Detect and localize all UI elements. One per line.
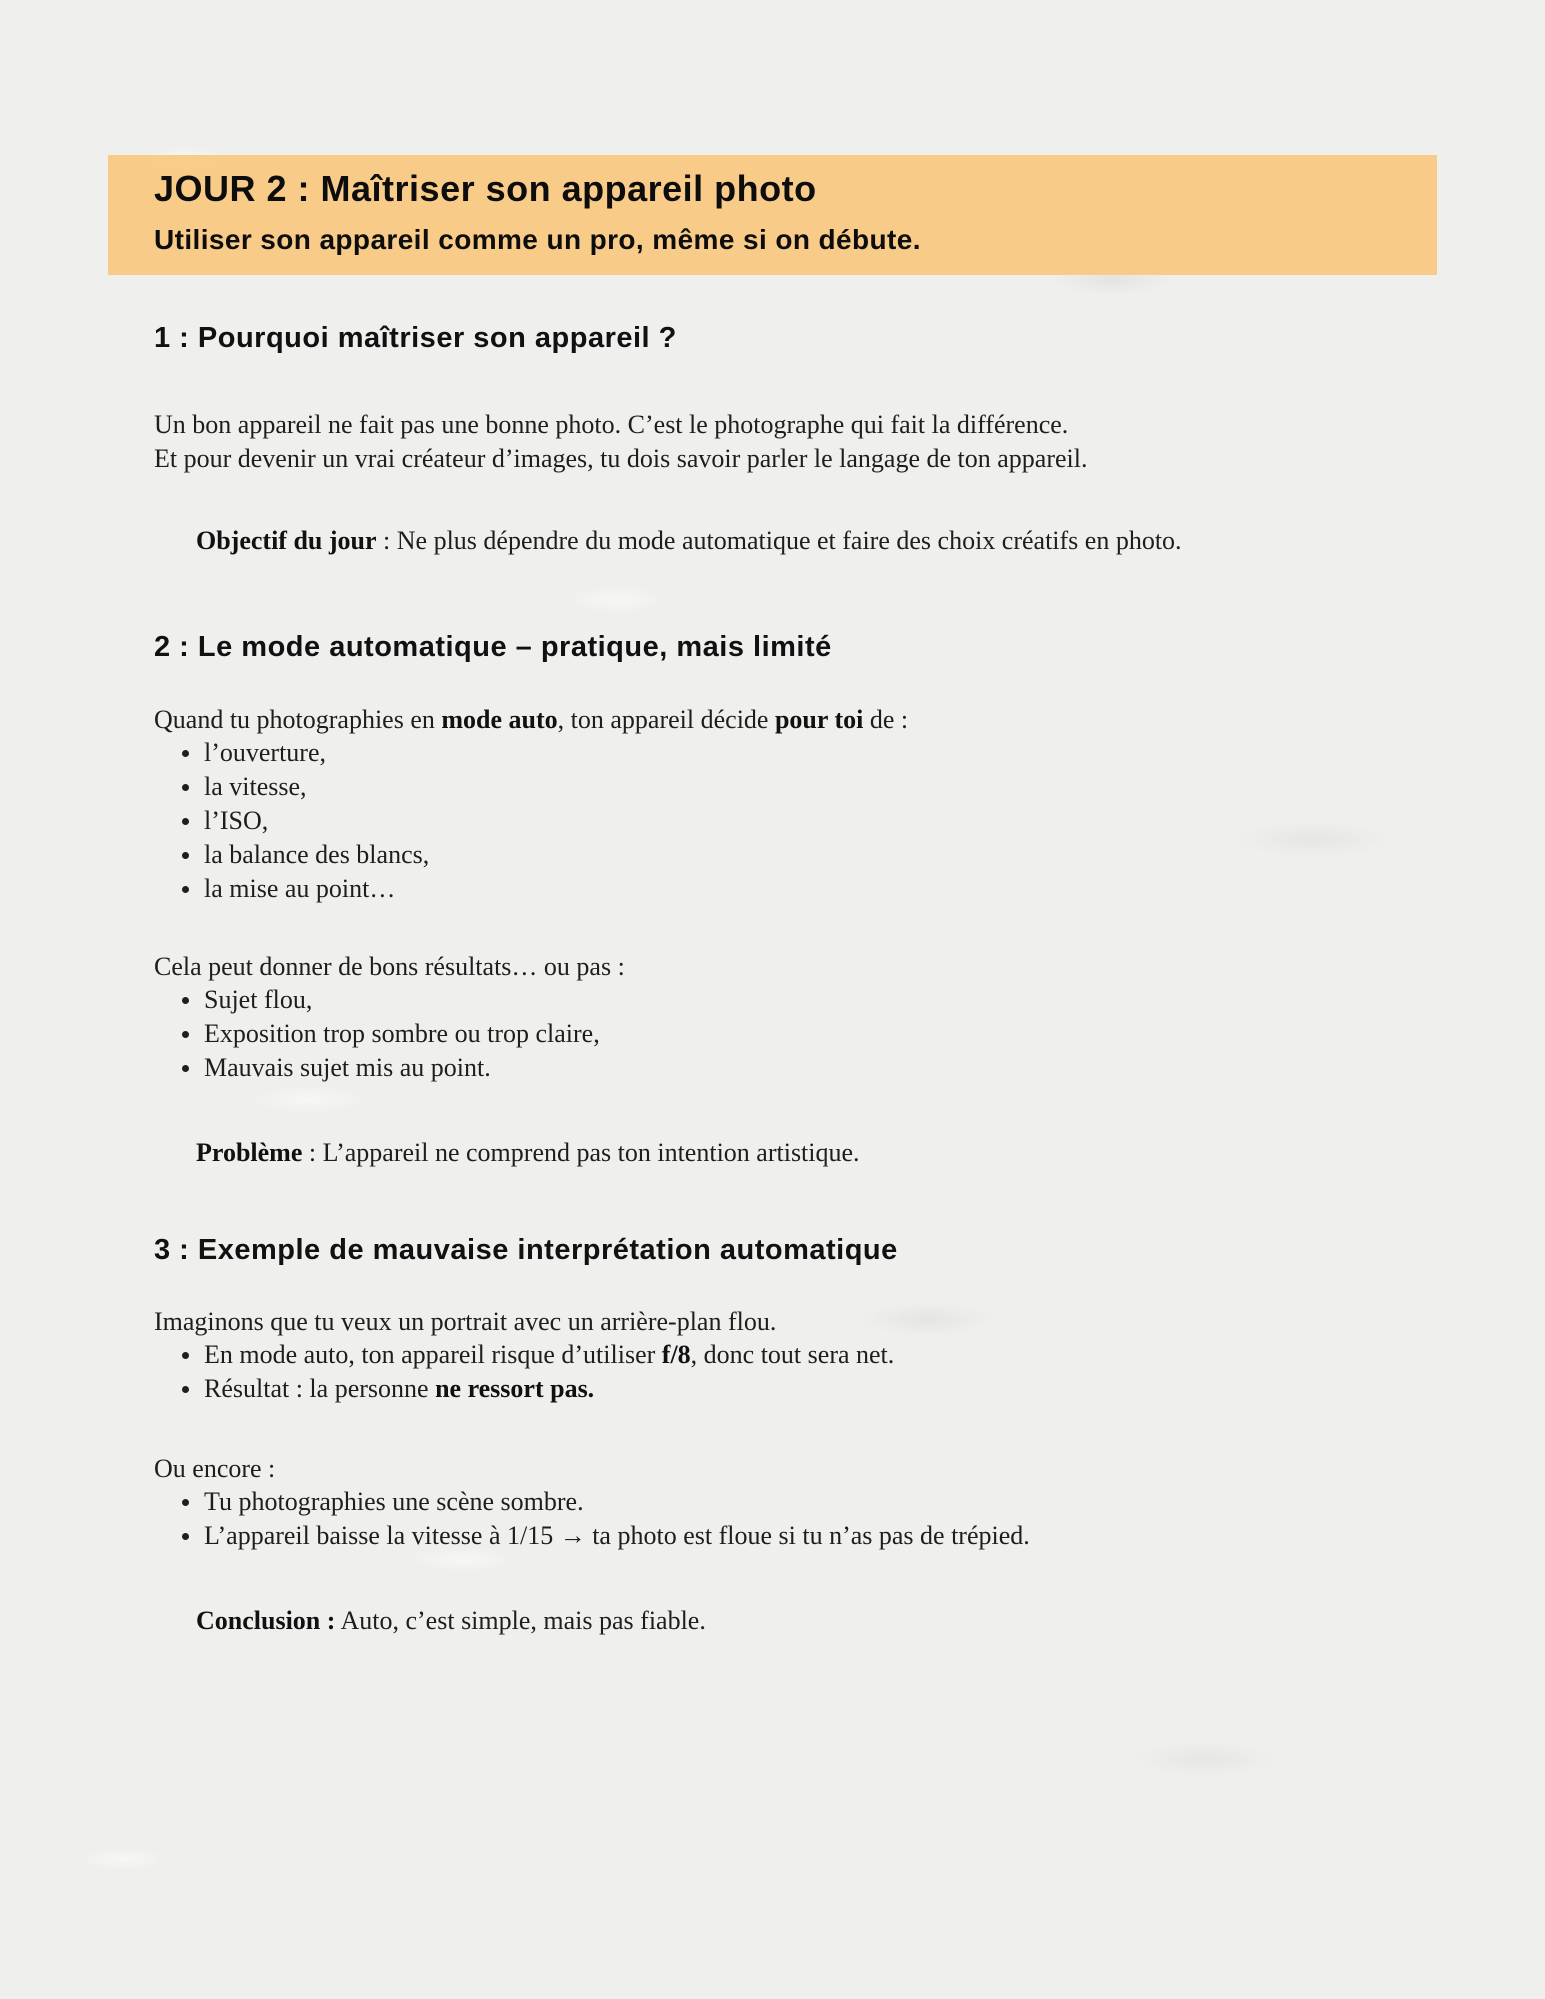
results-intro: Cela peut donner de bons résultats… ou pas : <box>154 952 625 981</box>
objective-label: Objectif du jour <box>196 526 377 555</box>
conclusion-label: Conclusion : <box>196 1606 336 1635</box>
portrait-example-list <box>154 1338 894 1406</box>
section-1-line-1: Un bon appareil ne fait pas une bonne photo. C’est le photographe qui fait la différence. <box>154 410 1069 439</box>
conclusion-text: Auto, c’est simple, mais pas fiable. <box>335 1606 706 1635</box>
intro-text: , ton appareil décide <box>557 705 775 734</box>
or-intro: Ou encore : <box>154 1454 276 1483</box>
results-list <box>154 983 600 1085</box>
list-item: la balance des blancs, <box>154 838 429 872</box>
bullet-text: , donc tout sera net. <box>690 1340 895 1369</box>
list-item: L’appareil baisse la vitesse à 1/15 → ta photo est floue si tu n’as pas de trépied. <box>154 1519 1030 1553</box>
dark-scene-list <box>154 1485 1030 1553</box>
list-item <box>154 1338 894 1372</box>
intro-text: Quand tu photographies en <box>154 705 442 734</box>
list-item: l’ISO, <box>154 804 429 838</box>
list-item <box>154 1372 894 1406</box>
auto-decides-list <box>154 736 429 906</box>
section-1-line-2: Et pour devenir un vrai créateur d’images, tu dois savoir parler le langage de ton appareil. <box>154 443 1088 473</box>
intro-text: de : <box>863 705 909 734</box>
section-2-heading: 2 : Le mode automatique – pratique, mais limité <box>154 631 832 663</box>
bullet-text: En mode auto, ton appareil risque d’utiliser <box>204 1340 662 1369</box>
list-item: Exposition trop sombre ou trop claire, <box>154 1017 600 1051</box>
problem-text: : L’appareil ne comprend pas ton intention artistique. <box>302 1138 860 1167</box>
bullet-bold-result: ne ressort pas. <box>435 1374 595 1403</box>
section-3-heading: 3 : Exemple de mauvaise interprétation automatique <box>154 1234 898 1266</box>
problem-label: Problème <box>196 1138 303 1167</box>
list-item: la vitesse, <box>154 770 429 804</box>
list-item: Mauvais sujet mis au point. <box>154 1051 600 1085</box>
objective-callout <box>196 524 1182 558</box>
list-item: la mise au point… <box>154 872 429 906</box>
list-item: Tu photographies une scène sombre. <box>154 1485 1030 1519</box>
page-subtitle: Utiliser son appareil comme un pro, même si on débute. <box>154 224 921 255</box>
conclusion-callout <box>196 1604 706 1638</box>
section-2-intro <box>154 703 908 737</box>
bullet-bold-aperture: f/8 <box>661 1340 691 1369</box>
intro-bold-pour-toi: pour toi <box>774 705 864 734</box>
section-1-paragraph <box>154 408 1087 475</box>
section-1-heading: 1 : Pourquoi maîtriser son appareil ? <box>154 322 677 354</box>
bullet-text: Résultat : la personne <box>204 1374 436 1403</box>
page-title: JOUR 2 : Maîtriser son appareil photo <box>154 168 817 209</box>
intro-bold-mode-auto: mode auto <box>441 705 558 734</box>
section-3-intro: Imaginons que tu veux un portrait avec un arrière-plan flou. <box>154 1307 777 1336</box>
list-item: Sujet flou, <box>154 983 600 1017</box>
objective-text: : Ne plus dépendre du mode automatique et faire des choix créatifs en photo. <box>376 526 1182 555</box>
problem-callout <box>196 1136 860 1170</box>
list-item: l’ouverture, <box>154 736 429 770</box>
